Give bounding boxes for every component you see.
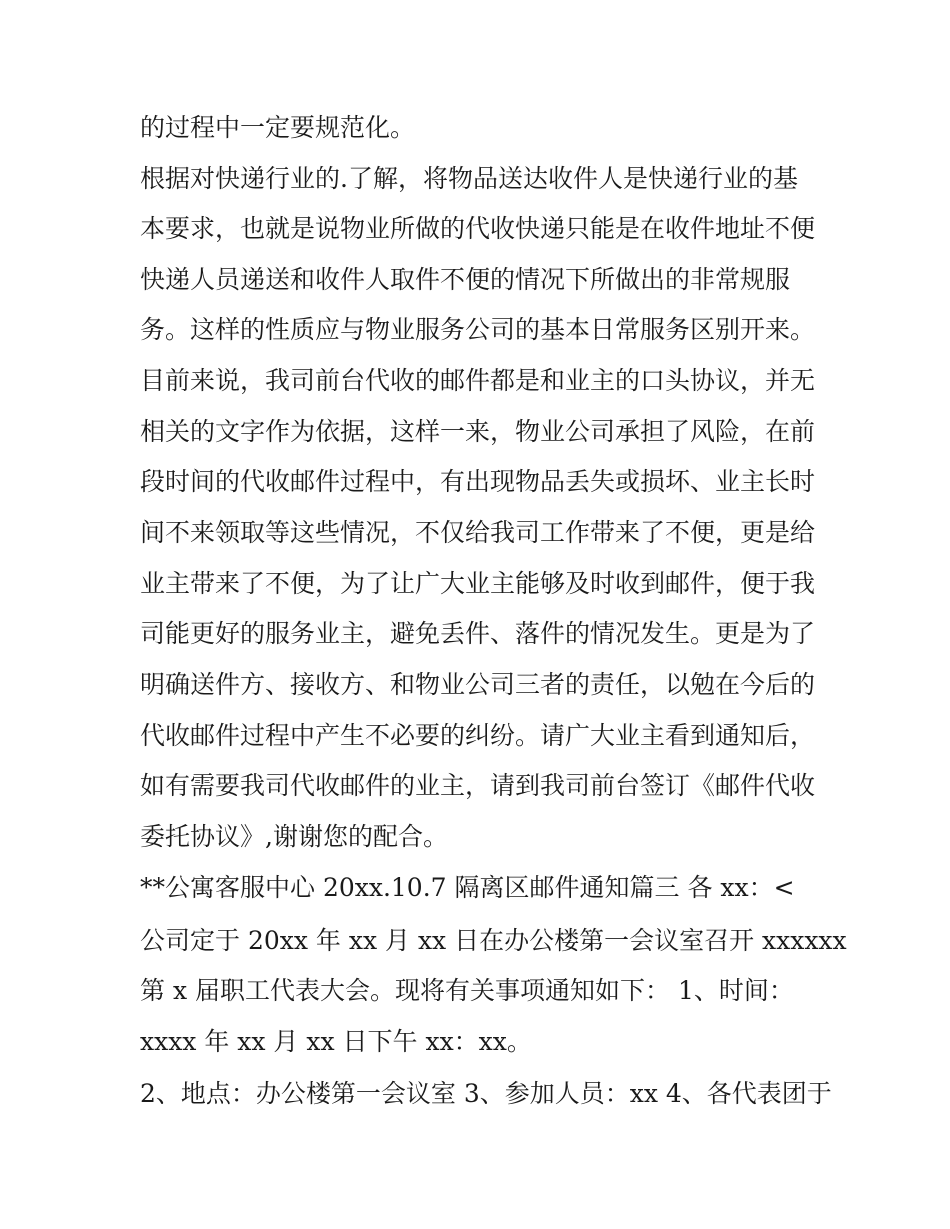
text-line: 委托协议》,谢谢您的配合。 (140, 822, 448, 851)
text-line: 的过程中一定要规范化。 (140, 113, 416, 142)
text-line: 本要求，也就是说物业所做的代收快递只能是在收件地址不便 (140, 214, 816, 243)
text-line: **公寓客服中心 20xx.10.7 隔离区邮件通知篇三 各 xx：< (140, 873, 795, 902)
text-line: 明确送件方、接收方、和物业公司三者的责任，以勉在今后的 (140, 670, 816, 699)
text-line: 务。这样的性质应与物业服务公司的基本日常服务区别开来。 (140, 315, 816, 344)
text-line: xxxx 年 xx 月 xx 日下午 xx：xx。 (140, 1027, 532, 1056)
text-line: 相关的文字作为依据，这样一来，物业公司承担了风险，在前 (140, 417, 816, 446)
text-line: 快递人员递送和收件人取件不便的情况下所做出的非常规服 (140, 265, 791, 294)
text-line: 目前来说，我司前台代收的邮件都是和业主的口头协议，并无 (140, 366, 816, 395)
text-line: 第 x 届职工代表大会。现将有关事项通知如下： 1、时间： (140, 976, 794, 1005)
text-line: 根据对快递行业的.了解，将物品送达收件人是快递行业的基 (140, 164, 798, 193)
text-line: 公司定于 20xx 年 xx 月 xx 日在办公楼第一会议室召开 xxxxxx (140, 926, 847, 955)
text-line: 司能更好的服务业主，避免丢件、落件的情况发生。更是为了 (140, 619, 816, 648)
text-line: 段时间的代收邮件过程中，有出现物品丢失或损坏、业主长时 (140, 467, 816, 496)
text-line: 业主带来了不便，为了让广大业主能够及时收到邮件，便于我 (140, 569, 816, 598)
text-line: 间不来领取等这些情况，不仅给我司工作带来了不便，更是给 (140, 518, 816, 547)
text-line: 如有需要我司代收邮件的业主，请到我司前台签订《邮件代收 (140, 771, 816, 800)
text-line: 2、地点：办公楼第一会议室 3、参加人员：xx 4、各代表团于 (140, 1079, 832, 1108)
text-line: 代收邮件过程中产生不必要的纠纷。请广大业主看到通知后， (140, 721, 816, 750)
